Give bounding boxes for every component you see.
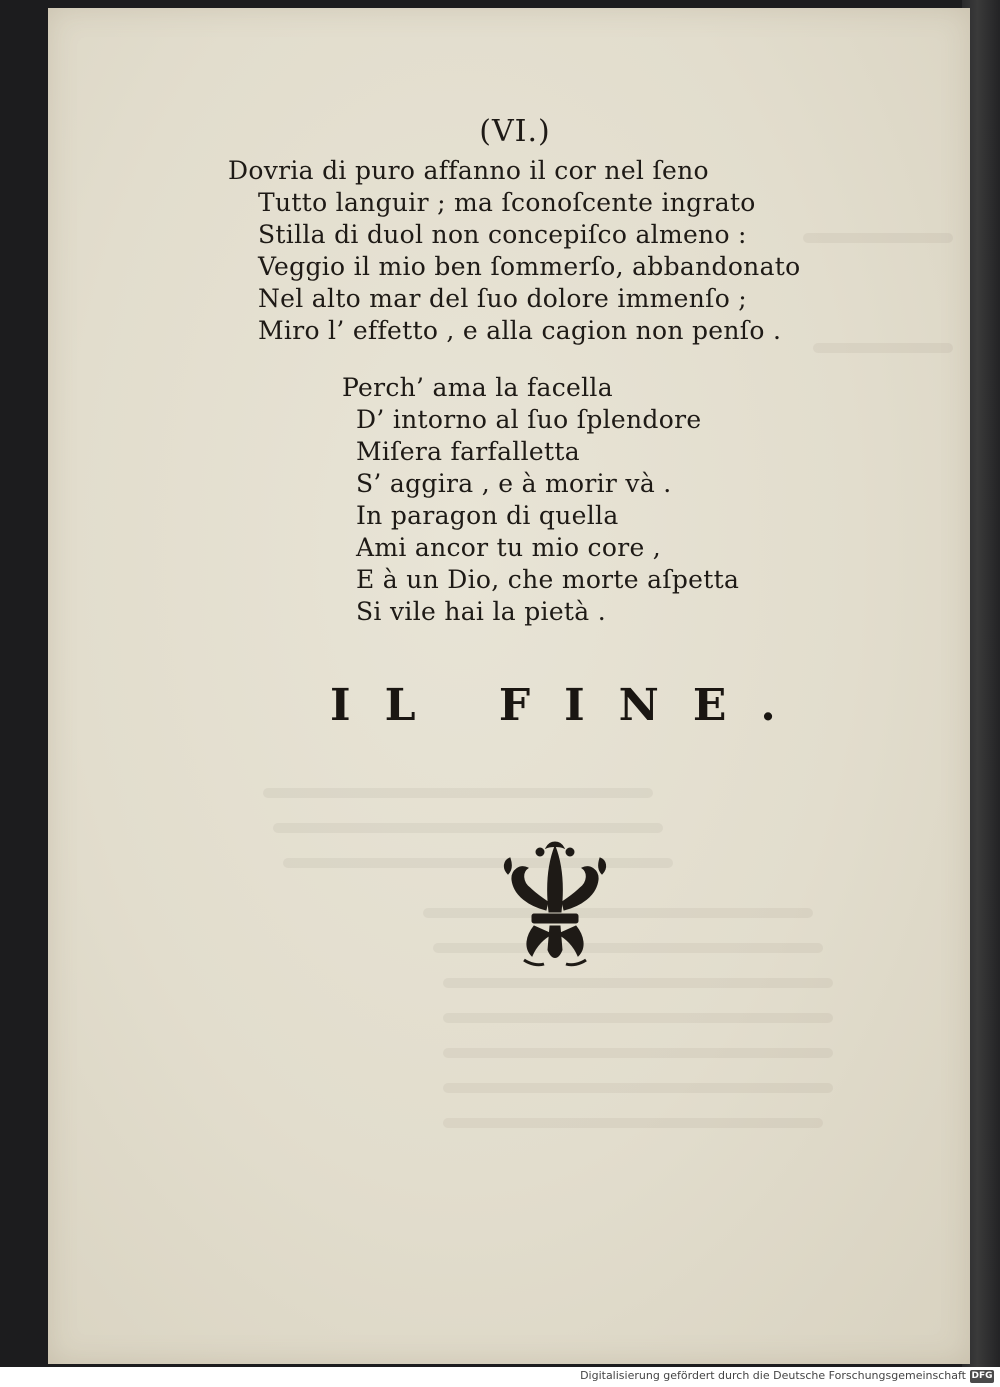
aria-line: E à un Dio, che morte aſpetta <box>356 565 740 594</box>
recitative-line: Dovria di puro affanno il cor nel ſeno <box>228 156 709 185</box>
recitative-line: Stilla di duol non concepiſco almeno : <box>258 220 747 249</box>
aria-line: Ami ancor tu mio core , <box>356 533 662 562</box>
fleur-de-lis-icon <box>496 838 614 974</box>
recitative-line: Veggio il mio ben ſommerſo, abbandonato <box>258 252 801 281</box>
recitative-line: Nel alto mar del ſuo dolore immenſo ; <box>258 284 748 313</box>
aria-line: Si vile hai la pietà . <box>356 597 606 626</box>
funding-credit: Digitalisierung gefördert durch die Deutsche Forschungsgemeinschaft <box>580 1369 966 1382</box>
page-number: (VI.) <box>479 114 551 149</box>
aria-line: D’ intorno al ſuo ſplendore <box>356 405 702 434</box>
aria-line: S’ aggira , e à morir và . <box>356 469 672 498</box>
aria-line: Miſera farfalletta <box>356 437 580 466</box>
dfg-logo: DFG <box>971 1371 993 1381</box>
aria-line: In paragon di quella <box>356 501 619 530</box>
recitative-line: Miro l’ effetto , e alla cagion non penſo . <box>258 316 782 345</box>
recitative-line: Tutto languir ; ma ſconoſcente ingrato <box>258 188 756 217</box>
ending-title: IL FINE. <box>330 680 810 731</box>
aria-line: Perch’ ama la facella <box>342 373 613 402</box>
